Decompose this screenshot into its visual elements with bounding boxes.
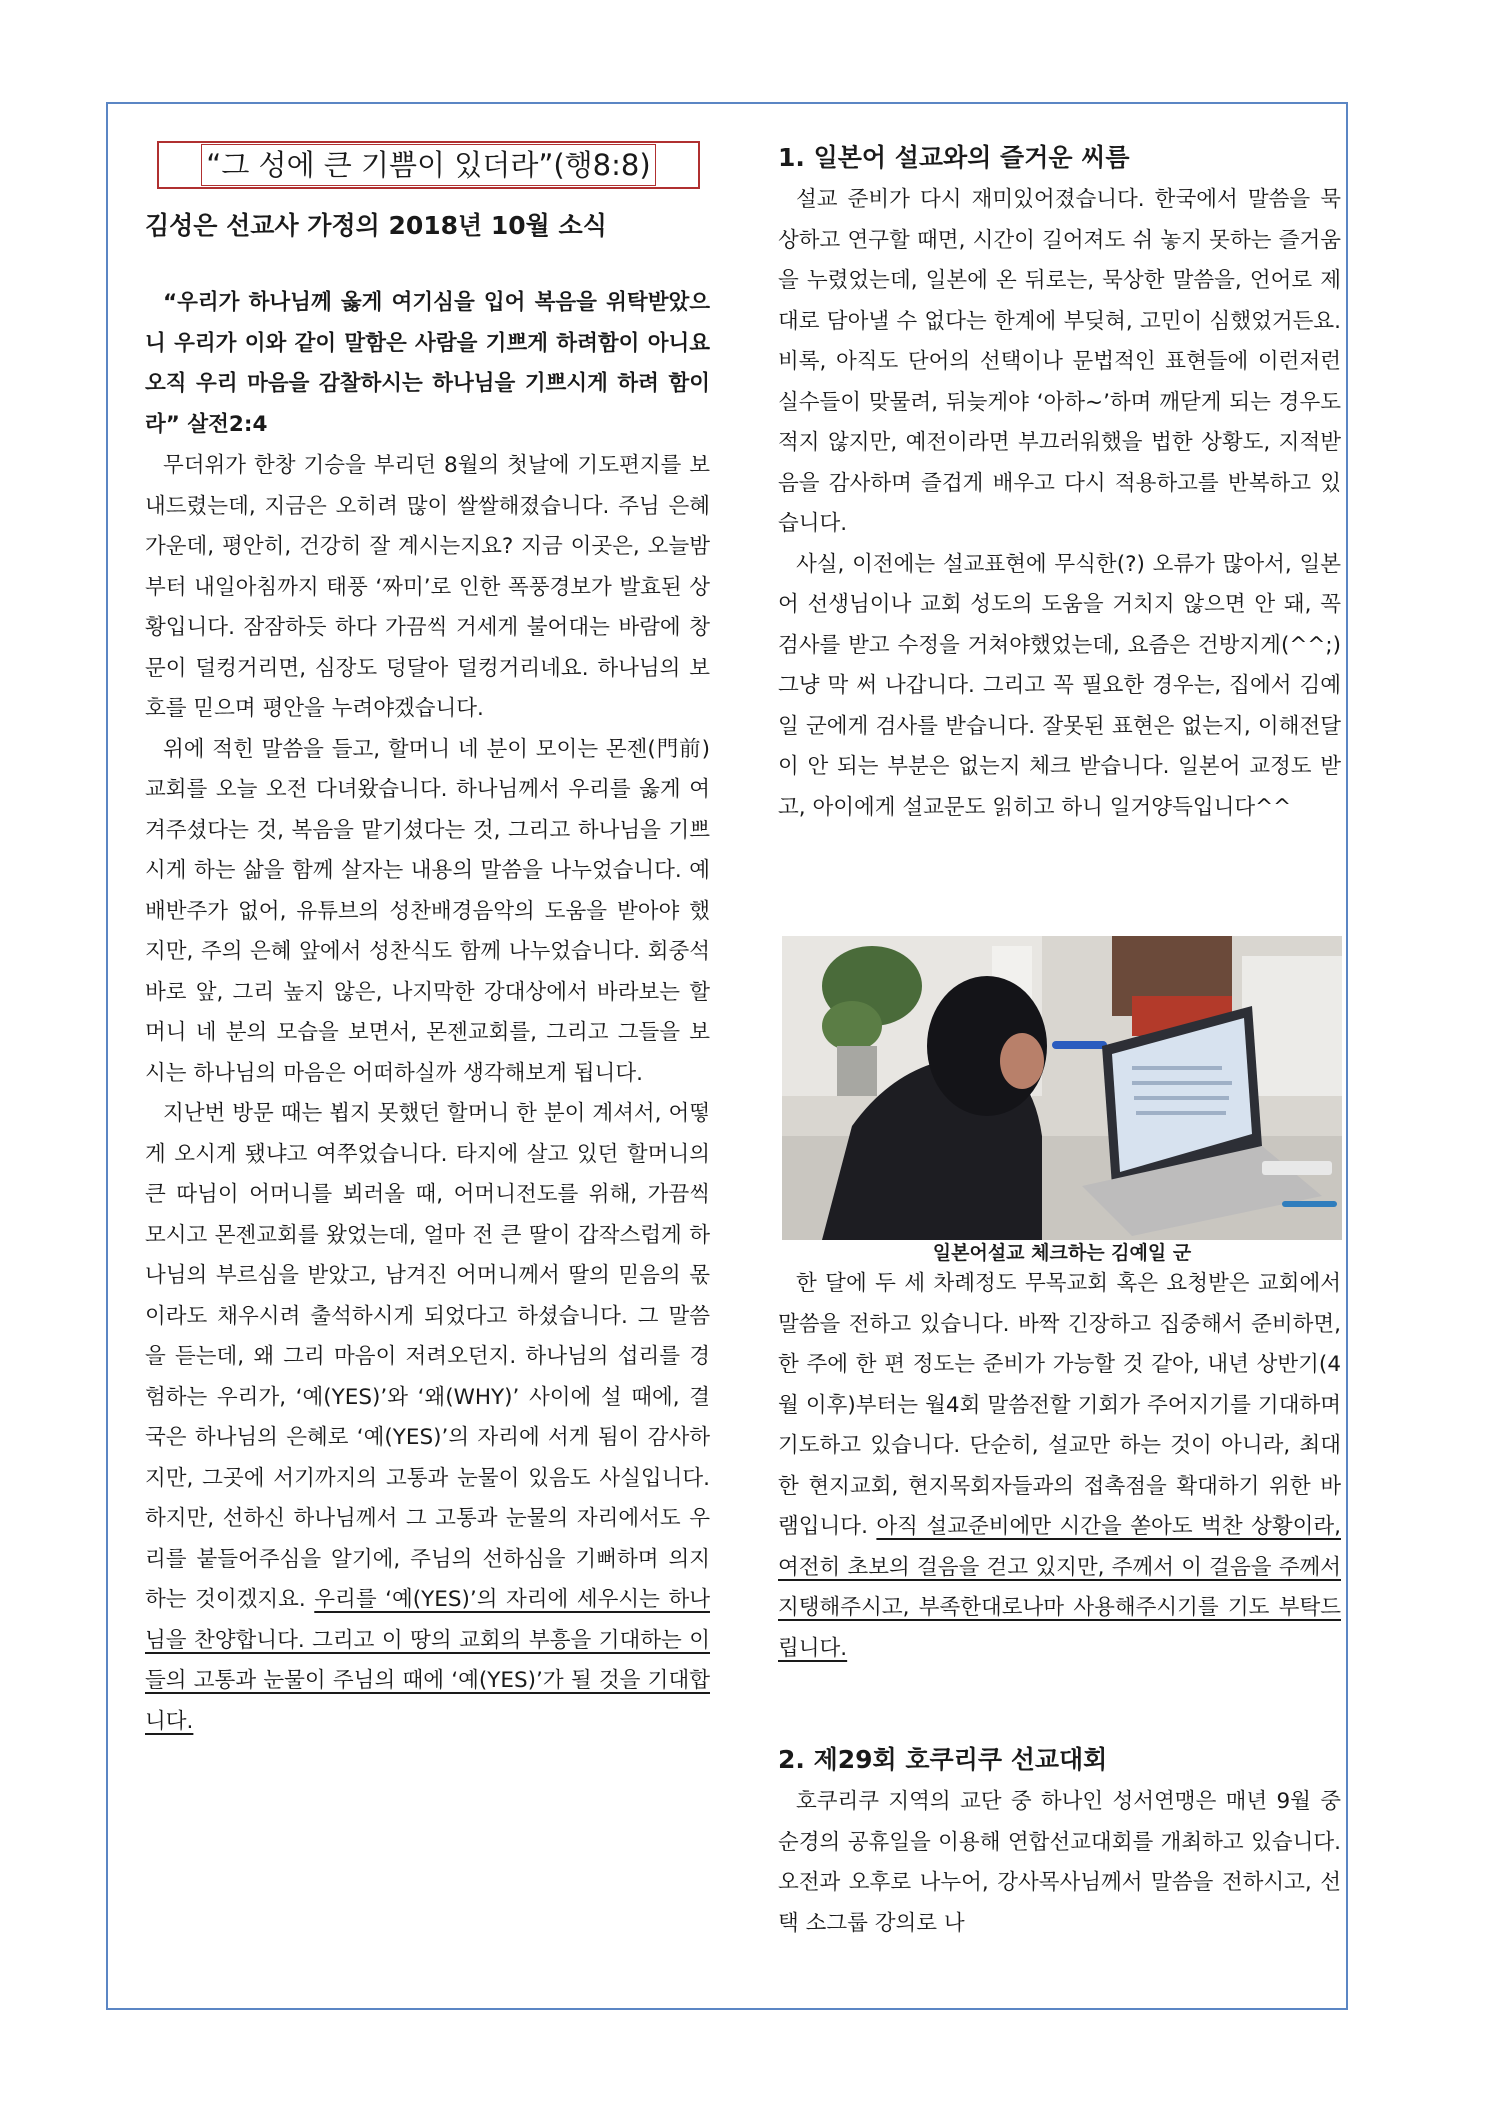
section-2-paragraph-1: 호쿠리쿠 지역의 교단 중 하나인 성서연맹은 매년 9월 중순경의 공휴일을 이용해 연합선교대회를 개최하고 있습니다. 오전과 오후로 나누어, 강사목사님께서 말씀을 전하시고, 선택 소그룹 강의로 나 [778,1789,1341,1936]
section-1-paragraph-2: 사실, 이전에는 설교표현에 무식한(?) 오류가 많아서, 일본어 선생님이나 교회 성도의 도움을 거치지 않으면 안 돼, 꼭 검사를 받고 수정을 거쳐야했었는데, 요즘은 건방지게(^^;) 그냥 막 써 나갑니다. 그리고 꼭 필요한 경우는, 집에서 김예일 군에게 검사를 받습니다. 잘못된 표현은 없는지, 이해전달이 안 되는 부분은 없는지 체크 받습니다. 일본어 교정도 받고, 아이에게 설교문도 읽히고 하니 일거양득입니다^^ [778,551,1341,820]
section-1-heading: 1. 일본어 설교와의 즐거운 씨름 [778,143,1130,172]
section-2-heading: 2. 제29회 호쿠리쿠 선교대회 [778,1745,1108,1774]
section-1-paragraph-1: 설교 준비가 다시 재미있어졌습니다. 한국에서 말씀을 묵상하고 연구할 때면, 시간이 길어져도 쉬 놓지 못하는 즐거움을 누렸었는데, 일본에 온 뒤로는, 묵상한 말씀을, 언어로 제대로 담아낼 수 없다는 한계에 부딪혀, 고민이 심했었거든요. 비록, 아직도 단어의 선택이나 문법적인 표현들에 이런저런 실수들이 맞물려, 뒤늦게야 ‘아하~’하며 깨닫게 되는 경우도 적지 않지만, 예전이라면 부끄러워했을 법한 상황도, 지적받음을 감사하며 즐겁게 배우고 다시 적용하고를 반복하고 있습니다. [778,187,1341,536]
section-1-body [778,180,1341,828]
scripture-verse [145,283,710,445]
laptop-photo [782,936,1342,1240]
left-paragraph-1: 무더위가 한창 기승을 부리던 8월의 첫날에 기도편지를 보내드렸는데, 지금은 오히려 많이 쌀쌀해졌습니다. 주님 은혜 가운데, 평안히, 건강히 잘 계시는지요? 지금 이곳은, 오늘밤부터 내일아침까지 태풍 ‘짜미’로 인한 폭풍경보가 발효된 상황입니다. 잠잠하듯 하다 가끔씩 거세게 불어대는 바람에 창문이 덜컹거리면, 심장도 덩달아 덜컹거리네요. 하나님의 보호를 믿으며 평안을 누려야겠습니다. [145,453,710,721]
left-paragraph-2: 위에 적힌 말씀을 들고, 할머니 네 분이 모이는 몬젠(門前)교회를 오늘 오전 다녀왔습니다. 하나님께서 우리를 옳게 여겨주셨다는 것, 복음을 맡기셨다는 것, 그리고 하나님을 기쁘시게 하는 삶을 함께 살자는 내용의 말씀을 나누었습니다. 예배반주가 없어, 유튜브의 성찬배경음악의 도움을 받아야 했지만, 주의 은혜 앞에서 성찬식도 함께 나누었습니다. 회중석 바로 앞, 그리 높지 않은, 나지막한 강대상에서 바라보는 할머니 네 분의 모습을 보면서, 몬젠교회를, 그리고 그들을 보시는 하나님의 마음은 어떠하실까 생각해보게 됩니다. [145,736,710,1086]
newsletter-subtitle: 김성은 선교사 가정의 2018년 10월 소식 [145,211,607,240]
left-paragraph-3-underlined: 우리를 ‘예(YES)’의 자리에 세우시는 하나님을 찬양합니다. 그리고 이 땅의 교회의 부흥을 기대하는 이들의 고통과 눈물이 주님의 때에 ‘예(YES)’가 될 것을 기대합니다. [145,1587,710,1734]
section-2-body [778,1782,1341,1944]
left-column-body [145,446,710,1742]
section-1-paragraph-3-text: 한 달에 두 세 차례정도 무목교회 혹은 요청받은 교회에서 말씀을 전하고 있습니다. 바짝 긴장하고 집중해서 준비하면, 한 주에 한 편 정도는 준비가 가능할 것 같아, 내년 상반기(4월 이후)부터는 월4회 말씀전할 기회가 주어지기를 기대하며 기도하고 있습니다. 단순히, 설교만 하는 것이 아니라, 최대한 현지교회, 현지목회자들과의 접촉점을 확대하기 위한 바램입니다. [778,1271,1341,1539]
section-1-paragraph-3-underlined: 아직 설교준비에만 시간을 쏟아도 벅찬 상황이라, 여전히 초보의 걸음을 걷고 있지만, 주께서 이 걸음을 주께서 지탱해주시고, 부족한대로나마 사용해주시기를 기도 부탁드립니다. [778,1514,1341,1661]
verse-text: “우리가 하나님께 옳게 여기심을 입어 복음을 위탁받았으니 우리가 이와 같이 말함은 사람을 기쁘게 하려함이 아니요 오직 우리 마음을 감찰하시는 하나님을 기쁘시게 하려 함이라” 살전2:4 [145,290,710,437]
newsletter-title-box [157,141,700,189]
section-1-paragraph-3 [778,1264,1341,1669]
left-paragraph-3-text: 지난번 방문 때는 뵙지 못했던 할머니 한 분이 계셔서, 어떻게 오시게 됐냐고 여쭈었습니다. 타지에 살고 있던 할머니의 큰 따님이 어머니를 뵈러올 때, 어머니전도를 위해, 가끔씩 모시고 몬젠교회를 왔었는데, 얼마 전 큰 딸이 갑작스럽게 하나님의 부르심을 받았고, 남겨진 어머니께서 딸의 믿음의 몫이라도 채우시려 출석하시게 되었다고 하셨습니다. 그 말씀을 듣는데, 왜 그리 마음이 저려오던지. 하나님의 섭리를 경험하는 우리가, ‘예(YES)’와 ‘왜(WHY)’ 사이에 설 때에, 결국은 하나님의 은혜로 ‘예(YES)’의 자리에 서게 됨이 감사하지만, 그곳에 서기까지의 고통과 눈물이 있음도 사실입니다. 하지만, 선하신 하나님께서 그 고통과 눈물의 자리에서도 우리를 붙들어주심을 알기에, 주님의 선하심을 기뻐하며 의지하는 것이겠지요. [145,1101,710,1612]
newsletter-title: “그 성에 큰 기쁨이 있더라”(행8:8) [201,144,655,186]
left-paragraph-3 [145,1094,710,1742]
section-1-continued [778,1264,1341,1669]
photo-caption: 일본어설교 체크하는 김예일 군 [932,1242,1192,1264]
